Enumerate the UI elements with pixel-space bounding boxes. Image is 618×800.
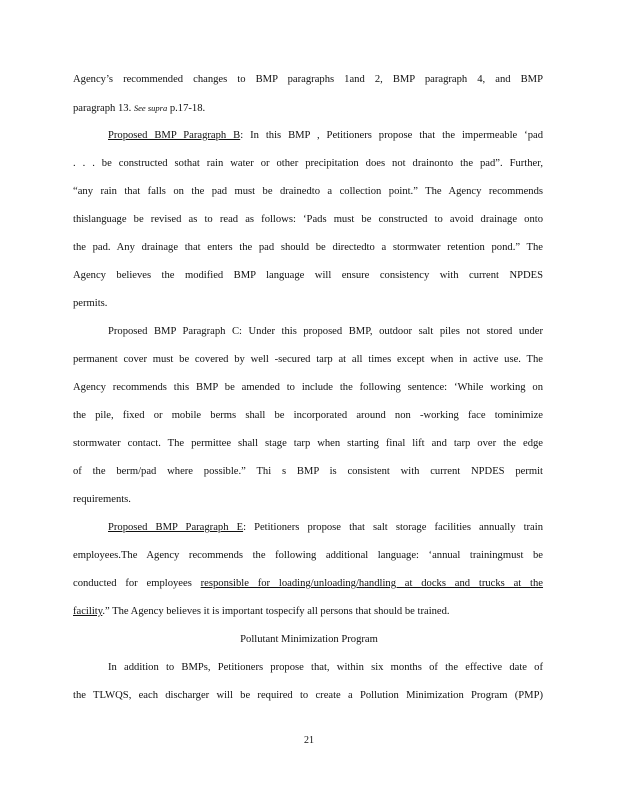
body-text-line: the pile, fixed or mobile berms shall be incorporated around non -working face tominimize [73,410,543,421]
body-text-line: Proposed BMP Paragraph C: Under this proposed BMP, outdoor salt piles not stored under [108,326,543,337]
page-number: 21 [304,735,314,746]
body-text-line: Agency believes the modified BMP language will ensure consistency with current NPDES [73,270,543,281]
body-text-line: Agency recommends this BMP be amended to include the following sentence: ‘While working on [73,382,543,393]
body-text-line: of the berm/pad where possible.” Thi s BMP is consistent with current NPDES permit [73,466,543,477]
underlined-text: facility [73,606,103,617]
body-text: conducted for employees [73,578,192,589]
section-heading: Pollutant Minimization Program [240,634,378,645]
body-text-line: In addition to BMPs, Petitioners propose that, within six months of the effective date of [108,662,543,673]
body-text-line: . . . be constructed sothat rain water or other precipitation does not drainonto the pad”. Further, [73,158,543,169]
body-text-line: the pad. Any drainage that enters the pad should be directedto a stormwater retention pond.” The [73,242,543,253]
body-text-line [73,577,543,591]
body-text-line: thislanguage be revised as to read as follows: ‘Pads must be constructed to avoid drainage onto [73,214,543,225]
paragraph-heading: Proposed BMP Paragraph E [108,522,244,533]
body-text-line: the TLWQS, each discharger will be required to create a Pollution Minimization Program (PMP) [73,690,543,701]
body-text-line: employees.The Agency recommends the following additional language: ‘annual trainingmust be [73,550,543,561]
underlined-text: responsible for loading/unloading/handling at docks and trucks at the [200,578,544,589]
body-text-line: permits. [73,298,108,309]
body-text-line [108,521,543,535]
citation-italic: See supra [133,103,168,113]
body-text-line [108,129,543,143]
paragraph-heading: Proposed BMP Paragraph B [108,130,241,141]
body-text: .” The Agency believes it is important tospecify all persons that should be trained. [102,606,450,617]
body-text-line [73,101,543,116]
body-text: : Petitioners propose that salt storage facilities annually train [243,522,543,533]
body-text-line: “any rain that falls on the pad must be drainedto a collection point.” The Agency recommends [73,186,543,197]
body-text-line: stormwater contact. The permittee shall stage tarp when starting final lift and tarp over the edge [73,438,543,449]
body-text-line: requirements. [73,494,131,505]
body-text-line: permanent cover must be covered by well -secured tarp at all times except when in active use. The [73,354,543,365]
body-text: p.17-18. [169,103,206,114]
body-text-line [73,605,543,619]
body-text-line: Agency’s recommended changes to BMP paragraphs 1and 2, BMP paragraph 4, and BMP [73,74,543,85]
body-text: : In this BMP , Petitioners propose that the impermeable ‘pad [240,130,543,141]
body-text: paragraph 13. [73,103,132,114]
